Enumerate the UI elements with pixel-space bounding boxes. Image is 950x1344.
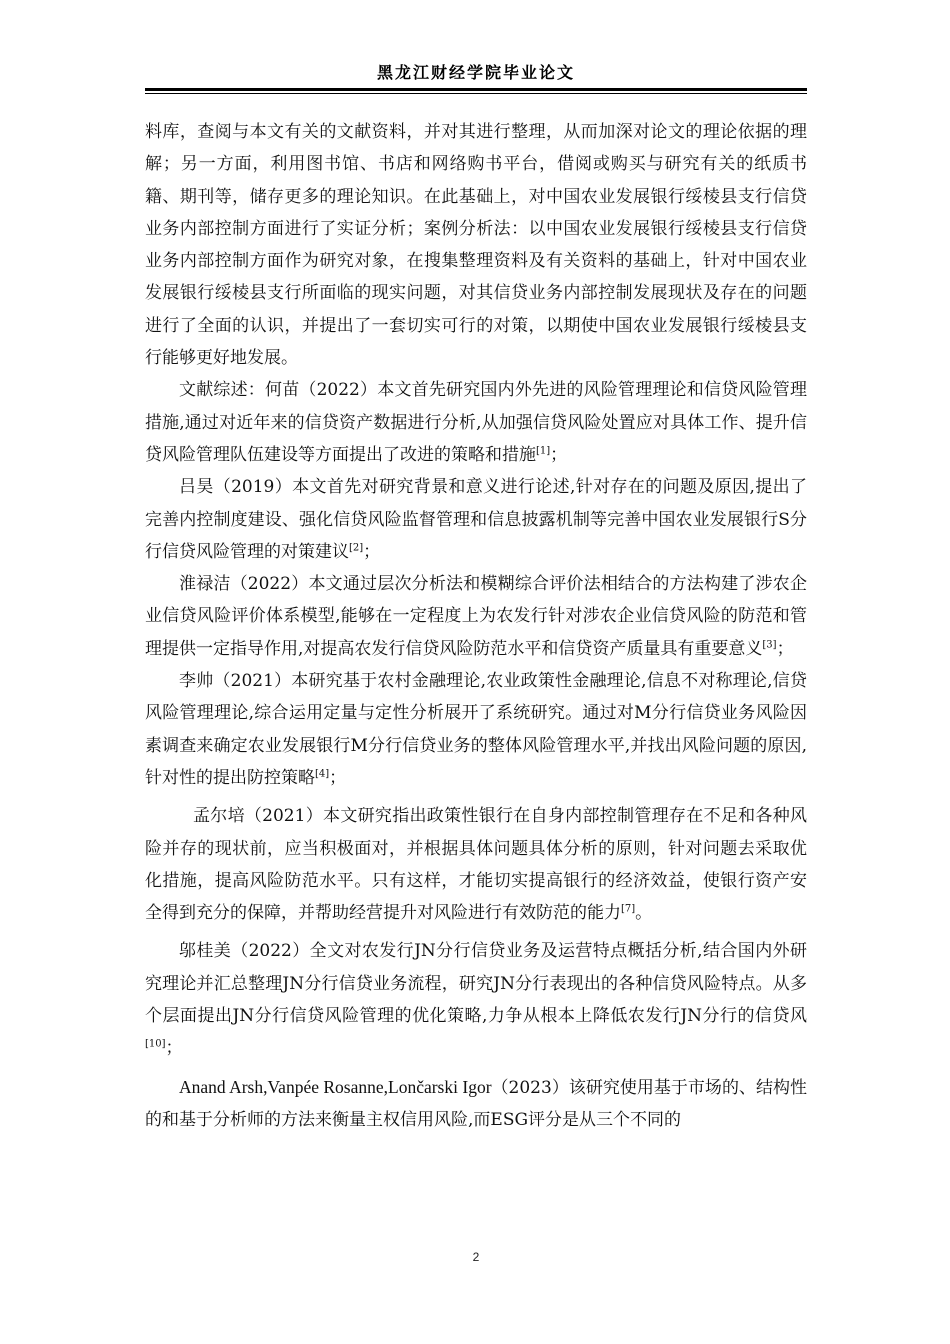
body-text bbox=[145, 116, 807, 1136]
paragraph-review-huailujie bbox=[145, 568, 807, 665]
paragraph-text: 孟尔培（2021）本文研究指出政策性银行在自身内部控制管理存在不足和各种风险并存的现状前，应当积极面对，并根据具体问题具体分析的原则，针对问题去采取优化措施，提高风险防范水平。只有这样，才能切实提高银行的经济效益，使银行资产安全得到充分的保障，并帮助经营提升对风险进行有效防范的能力 bbox=[145, 806, 807, 924]
citation-ref: [1] bbox=[536, 445, 551, 457]
paragraph-tail: ； bbox=[550, 444, 568, 465]
paragraph-methods bbox=[145, 116, 807, 374]
paragraph-tail: ； bbox=[363, 541, 381, 562]
paragraph-review-anand bbox=[145, 1071, 807, 1137]
paragraph-authors: Anand Arsh,Vanpée Rosanne,Lončarski Igor bbox=[179, 1076, 492, 1097]
paragraph-review-hemiao bbox=[145, 374, 807, 471]
paragraph-review-lishuai bbox=[145, 665, 807, 794]
paragraph-text: 吕昊（2019）本文首先对研究背景和意义进行论述,针对存在的问题及原因,提出了完善内控制度建设、强化信贷风险监督管理和信息披露机制等完善中国农业发展银行S分行信贷风险管理的对策建议 bbox=[145, 477, 807, 562]
paragraph-text: 邬桂美（2022）全文对农发行JN分行信贷业务及运营特点概括分析,结合国内外研究理论并汇总整理JN分行信贷业务流程，研究JN分行表现出的各种信贷风险特点。从多个层面提出JN分行信贷风险管理的优化策略,力争从根本上降低农发行JN分行的信贷风 bbox=[145, 941, 807, 1027]
paragraph-tail: ； bbox=[329, 767, 347, 788]
citation-ref: [4] bbox=[315, 768, 330, 780]
citation-ref: [2] bbox=[349, 542, 364, 554]
paragraph-text: 文献综述：何苗（2022）本文首先研究国内外先进的风险管理理论和信贷风险管理措施,通过对近年来的信贷资产数据进行分析,从加强信贷风险处置应对具体工作、提升信贷风险管理队伍建设等方面提出了改进的策略和措施 bbox=[145, 380, 807, 465]
paragraph-review-wuguimei bbox=[145, 935, 807, 1064]
page-header-title: 黑龙江财经学院毕业论文 bbox=[376, 63, 575, 82]
paragraph-tail: ； bbox=[165, 1038, 183, 1059]
paragraph-tail: 。 bbox=[635, 903, 653, 924]
header-rule-thick bbox=[145, 88, 807, 91]
citation-ref: [7] bbox=[621, 903, 636, 915]
paragraph-text: 料库，查阅与本文有关的文献资料，并对其进行整理，从而加深对论文的理论依据的理解；另一方面，利用图书馆、书店和网络购书平台，借阅或购买与研究有关的纸质书籍、期刊等，储存更多的理论知识。在此基础上，对中国农业发展银行绥棱县支行信贷业务内部控制方面进行了实证分析；案例分析法：以中国农业发展银行绥棱县支行信贷业务内部控制方面作为研究对象，在搜集整理资料及有关资料的基础上，针对中国农业发展银行绥棱县支行所面临的现实问题，对其信贷业务内部控制发展现状及存在的问题进行了全面的认识，并提出了一套切实可行的对策，以期使中国农业发展银行绥棱县支行能够更好地发展。 bbox=[145, 122, 807, 369]
citation-ref: [3] bbox=[762, 639, 777, 651]
paragraph-text: （2023）该研究使用基于市场的、结构性的和基于分析师的方法来衡量主权信用风险,而ESG评分是从三个不同的 bbox=[145, 1077, 807, 1130]
paragraph-tail: ； bbox=[776, 638, 794, 659]
paragraph-text: 淮禄洁（2022）本文通过层次分析法和模糊综合评价法相结合的方法构建了涉农企业信贷风险评价体系模型,能够在一定程度上为农发行针对涉农企业信贷风险的防范和管理提供一定指导作用,对提高农发行信贷风险防范水平和信贷资产质量具有重要意义 bbox=[145, 574, 807, 659]
page-number: 2 bbox=[472, 1250, 480, 1264]
header-rule-thin bbox=[145, 93, 807, 94]
paragraph-review-lvhao bbox=[145, 471, 807, 568]
citation-ref: [10] bbox=[145, 1038, 166, 1050]
paragraph-text: 李帅（2021）本研究基于农村金融理论,农业政策性金融理论,信息不对称理论,信贷风险管理理论,综合运用定量与定性分析展开了系统研究。通过对M分行信贷业务风险因素调查来确定农业发展银行M分行信贷业务的整体风险管理水平,并找出风险问题的原因,针对性的提出防控策略 bbox=[145, 671, 807, 788]
paragraph-review-mengerpei bbox=[145, 800, 807, 929]
